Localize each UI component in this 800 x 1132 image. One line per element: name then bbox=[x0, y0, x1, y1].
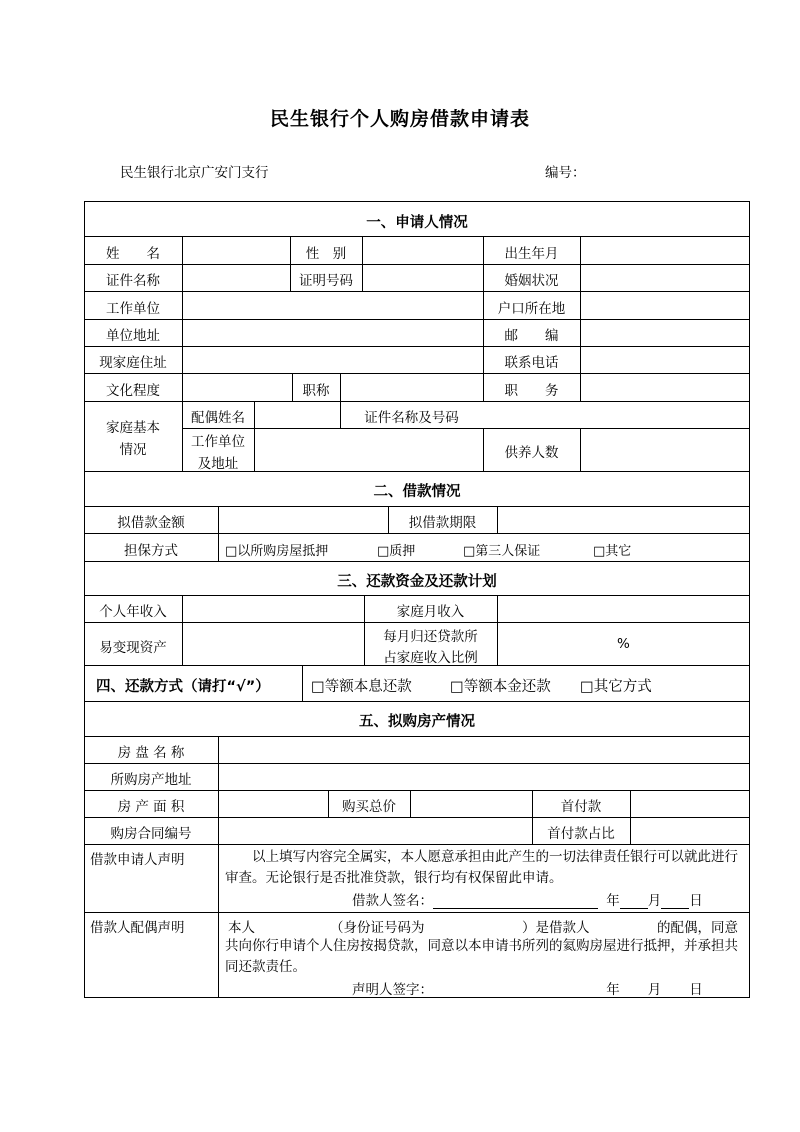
label-liquid-assets: 易变现资产 bbox=[99, 640, 167, 656]
label-guarantee: 担保方式 bbox=[124, 543, 178, 559]
spouse-year-label: 年 bbox=[606, 982, 620, 998]
label-title: 职称 bbox=[302, 383, 330, 399]
spouse-decl-part1: 本人 bbox=[228, 920, 255, 936]
label-spouse-work-line1: 工作单位 bbox=[191, 434, 245, 450]
spouse-month-line[interactable] bbox=[620, 981, 648, 998]
spouse-decl-part2: （身份证号码为 bbox=[330, 920, 425, 936]
applicant-day-line[interactable] bbox=[661, 892, 689, 909]
label-property-address: 所购房产地址 bbox=[110, 772, 192, 788]
label-down-payment: 首付款 bbox=[560, 799, 602, 815]
label-id-type: 证件名称 bbox=[106, 273, 160, 289]
label-spouse-name: 配偶姓名 bbox=[191, 410, 245, 426]
option-equal-installment[interactable]: □等额本息还款 bbox=[311, 679, 412, 695]
form-title: 民生银行个人购房借款申请表 bbox=[269, 108, 530, 130]
label-area: 房 产 面 积 bbox=[117, 799, 185, 815]
spouse-signature-line[interactable] bbox=[433, 981, 598, 998]
label-contract-no: 购房合同编号 bbox=[110, 826, 192, 842]
applicant-signature-row bbox=[352, 889, 703, 909]
applicant-day-label: 日 bbox=[689, 893, 703, 909]
label-property-name: 房 盘 名 称 bbox=[117, 745, 185, 761]
label-loan-amount: 拟借款金额 bbox=[117, 515, 185, 531]
section-applicant-heading: 一、申请人情况 bbox=[366, 215, 468, 231]
label-birth: 出生年月 bbox=[504, 246, 559, 262]
section-repayment-heading: 三、还款资金及还款计划 bbox=[337, 574, 497, 590]
label-marital: 婚姻状况 bbox=[504, 273, 559, 289]
label-applicant-declaration: 借款申请人声明 bbox=[90, 852, 185, 868]
label-ratio-line1: 每月归还贷款所 bbox=[383, 629, 478, 645]
section-property-heading: 五、拟购房产情况 bbox=[359, 714, 475, 730]
option-pledge[interactable]: □质押 bbox=[377, 544, 416, 559]
applicant-month-line[interactable] bbox=[620, 892, 648, 909]
label-spouse-declaration: 借款人配偶声明 bbox=[90, 920, 185, 936]
label-down-ratio: 首付款占比 bbox=[547, 826, 615, 842]
section-loan-heading: 二、借款情况 bbox=[373, 484, 461, 500]
label-annual-income: 个人年收入 bbox=[99, 604, 167, 620]
label-position: 职 务 bbox=[504, 383, 559, 399]
spouse-decl-part4: 的配偶，同意 bbox=[657, 920, 738, 936]
spouse-day-line[interactable] bbox=[661, 981, 689, 998]
label-postcode: 邮 编 bbox=[504, 328, 559, 344]
label-total-price: 购买总价 bbox=[342, 799, 396, 815]
label-home-address: 现家庭住址 bbox=[99, 355, 167, 371]
spouse-signature-label: 声明人签字： bbox=[352, 982, 433, 998]
branch-name: 民生银行北京广安门支行 bbox=[120, 165, 269, 181]
label-hukou: 户口所在地 bbox=[497, 301, 566, 317]
label-employer: 工作单位 bbox=[106, 301, 160, 317]
label-family-line2: 情况 bbox=[119, 442, 147, 458]
label-dependents: 供养人数 bbox=[504, 445, 559, 461]
spouse-signature-row bbox=[352, 978, 703, 998]
label-spouse-id: 证件名称及号码 bbox=[364, 410, 459, 426]
option-mortgage[interactable]: □以所购房屋抵押 bbox=[225, 544, 329, 559]
applicant-year-label: 年 bbox=[606, 893, 620, 909]
applicant-month-label: 月 bbox=[647, 893, 662, 909]
label-education: 文化程度 bbox=[106, 383, 160, 399]
percent-sign: % bbox=[617, 636, 630, 652]
label-employer-address: 单位地址 bbox=[106, 328, 160, 344]
spouse-declaration-text: 共向你行申请个人住房按揭贷款，同意以本申请书所列的氦购房屋进行抵押，并承担共同还款责任。 bbox=[225, 938, 738, 975]
label-id-number: 证明号码 bbox=[299, 273, 353, 289]
applicant-signature-line[interactable] bbox=[433, 892, 598, 909]
label-family-line1: 家庭基本 bbox=[106, 420, 160, 436]
option-guarantee-other[interactable]: □其它 bbox=[593, 544, 632, 559]
spouse-month-label: 月 bbox=[647, 982, 662, 998]
option-method-other[interactable]: □其它方式 bbox=[580, 679, 652, 695]
label-gender: 性 别 bbox=[305, 246, 347, 262]
label-name: 姓 名 bbox=[106, 246, 160, 262]
spouse-day-label: 日 bbox=[689, 982, 703, 998]
spouse-decl-part3: ）是借款人 bbox=[522, 920, 590, 936]
applicant-signature-label: 借款人签名： bbox=[352, 893, 433, 909]
label-loan-term: 拟借款期限 bbox=[408, 515, 477, 531]
label-phone: 联系电话 bbox=[504, 355, 559, 371]
label-ratio-line2: 占家庭收入比例 bbox=[383, 650, 478, 666]
applicant-declaration-text: 以上填写内容完全属实，本人愿意承担由此产生的一切法律责任银行可以就此进行审查。无论银行是否批准贷款，银行均有权保留此申请。 bbox=[225, 849, 738, 886]
label-spouse-work-line2: 及地址 bbox=[197, 456, 239, 472]
label-family-monthly-income: 家庭月收入 bbox=[396, 604, 465, 620]
option-third-party-guarantee[interactable]: □第三人保证 bbox=[463, 544, 541, 559]
option-equal-principal[interactable]: □等额本金还款 bbox=[450, 679, 551, 695]
serial-number-label: 编号： bbox=[545, 165, 586, 181]
section-repayment-method-heading: 四、还款方式（请打“√”） bbox=[96, 679, 270, 695]
